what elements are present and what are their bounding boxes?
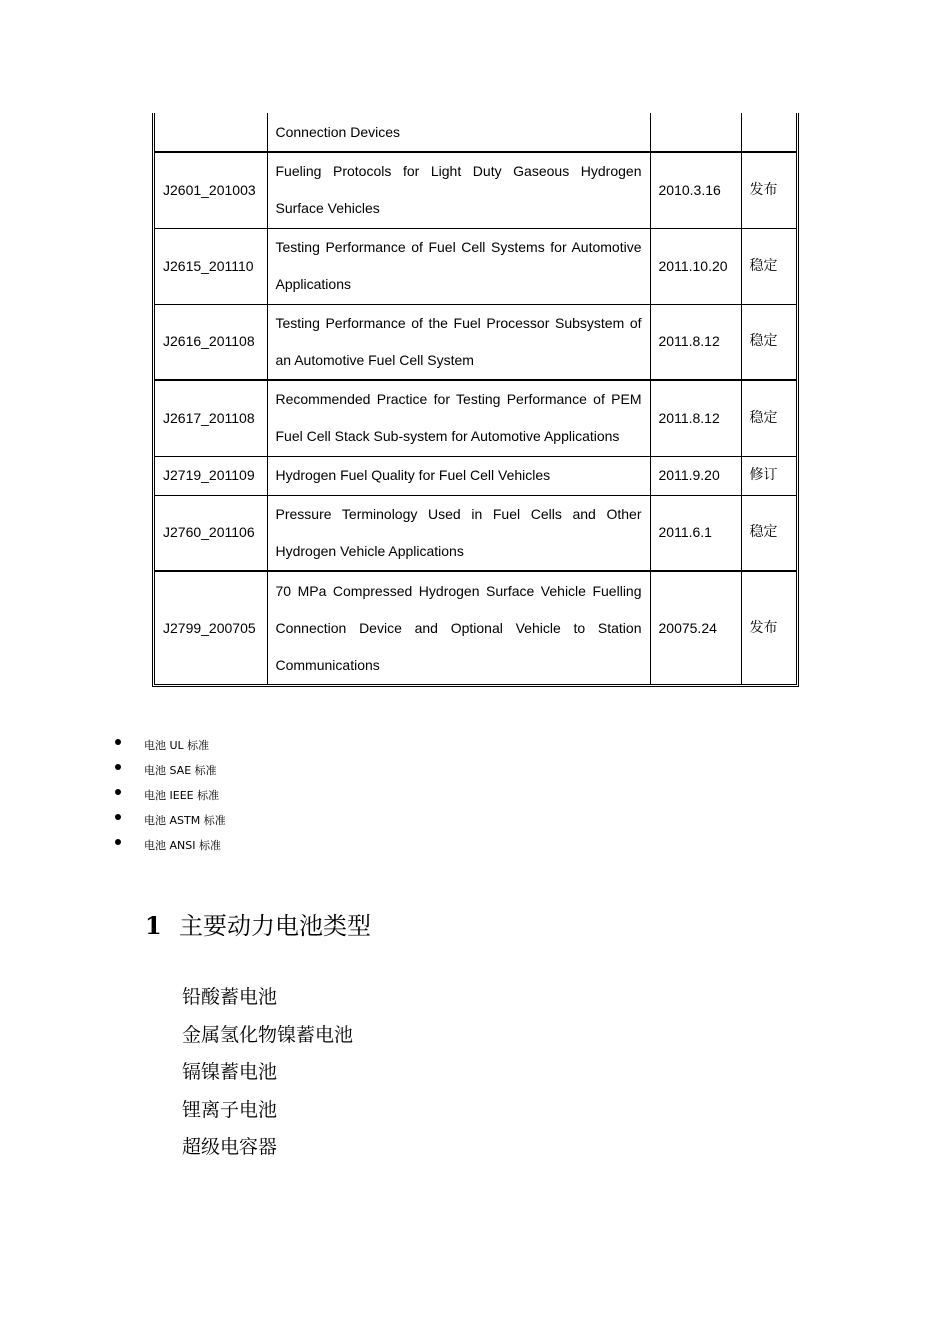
- bullet-icon: [115, 739, 121, 745]
- standard-title: Testing Performance of the Fuel Processor Subsystem of an Automotive Fuel Cell System: [267, 304, 650, 380]
- standards-table: [155, 113, 797, 684]
- standard-code: J2719_201109: [155, 456, 267, 495]
- standards-table-container: [152, 113, 799, 687]
- standard-status: 稳定: [741, 228, 797, 304]
- standard-title: Fueling Protocols for Light Duty Gaseous Hydrogen Surface Vehicles: [267, 152, 650, 228]
- standard-date: 2010.3.16: [650, 152, 741, 228]
- battery-type-list: [182, 979, 353, 1167]
- list-item: 金属氢化物镍蓄电池: [182, 1023, 354, 1046]
- standard-code: [155, 113, 267, 152]
- standard-status: 发布: [741, 571, 797, 684]
- standard-status: 修订: [741, 456, 797, 495]
- standard-title: Recommended Practice for Testing Performance of PEM Fuel Cell Stack Sub-system for Automotive Applications: [267, 380, 650, 456]
- standard-status: 发布: [741, 152, 797, 228]
- standard-code: J2799_200705: [155, 571, 267, 684]
- standard-title: Connection Devices: [267, 113, 650, 152]
- link-ansi-standard[interactable]: 电池 ANSI 标准: [144, 839, 221, 852]
- table-row: [155, 228, 797, 304]
- standard-code: J2616_201108: [155, 304, 267, 380]
- bullet-icon: [115, 839, 121, 845]
- standard-date: 2011.6.1: [650, 495, 741, 571]
- standard-date: 2011.9.20: [650, 456, 741, 495]
- standard-date: [650, 113, 741, 152]
- table-row: [155, 152, 797, 228]
- standard-title: Pressure Terminology Used in Fuel Cells and Other Hydrogen Vehicle Applications: [267, 495, 650, 571]
- table-row: [155, 380, 797, 456]
- list-item[interactable]: [112, 783, 226, 808]
- link-sae-standard[interactable]: 电池 SAE 标准: [144, 764, 217, 777]
- standard-code: J2760_201106: [155, 495, 267, 571]
- link-ieee-standard[interactable]: 电池 IEEE 标准: [144, 789, 220, 802]
- section-title: 主要动力电池类型: [179, 912, 371, 940]
- standard-title: Testing Performance of Fuel Cell Systems for Automotive Applications: [267, 228, 650, 304]
- list-item[interactable]: [112, 733, 226, 758]
- standard-code: J2601_201003: [155, 152, 267, 228]
- standard-code: J2617_201108: [155, 380, 267, 456]
- standard-date: 20075.24: [650, 571, 741, 684]
- bullet-icon: [115, 814, 121, 820]
- standard-title: 70 MPa Compressed Hydrogen Surface Vehicle Fuelling Connection Device and Optional Vehicle to Station Communications: [267, 571, 650, 684]
- battery-standard-links: [112, 733, 226, 858]
- standard-date: 2011.8.12: [650, 380, 741, 456]
- list-item[interactable]: [112, 758, 226, 783]
- table-row: [155, 304, 797, 380]
- list-item: 镉镍蓄电池: [182, 1061, 278, 1083]
- bullet-icon: [115, 764, 121, 770]
- table-row: [155, 495, 797, 571]
- list-item[interactable]: [112, 833, 226, 858]
- link-astm-standard[interactable]: 电池 ASTM 标准: [144, 814, 226, 827]
- standard-status: 稳定: [741, 380, 797, 456]
- standard-title: Hydrogen Fuel Quality for Fuel Cell Vehicles: [267, 456, 650, 495]
- section-heading: [145, 906, 371, 946]
- list-item: 超级电容器: [182, 1136, 278, 1158]
- table-row: [155, 571, 797, 684]
- section-number: 1: [145, 911, 162, 940]
- list-item: 锂离子电池: [182, 1098, 278, 1121]
- bullet-icon: [115, 789, 121, 795]
- standard-status: [741, 113, 797, 152]
- table-row: [155, 456, 797, 495]
- standard-code: J2615_201110: [155, 228, 267, 304]
- list-item[interactable]: [112, 808, 226, 833]
- standard-status: 稳定: [741, 304, 797, 380]
- list-item: 铅酸蓄电池: [182, 986, 278, 1008]
- table-row: [155, 113, 797, 152]
- standard-date: 2011.10.20: [650, 228, 741, 304]
- link-ul-standard[interactable]: 电池 UL 标准: [144, 739, 210, 752]
- standard-date: 2011.8.12: [650, 304, 741, 380]
- standard-status: 稳定: [741, 495, 797, 571]
